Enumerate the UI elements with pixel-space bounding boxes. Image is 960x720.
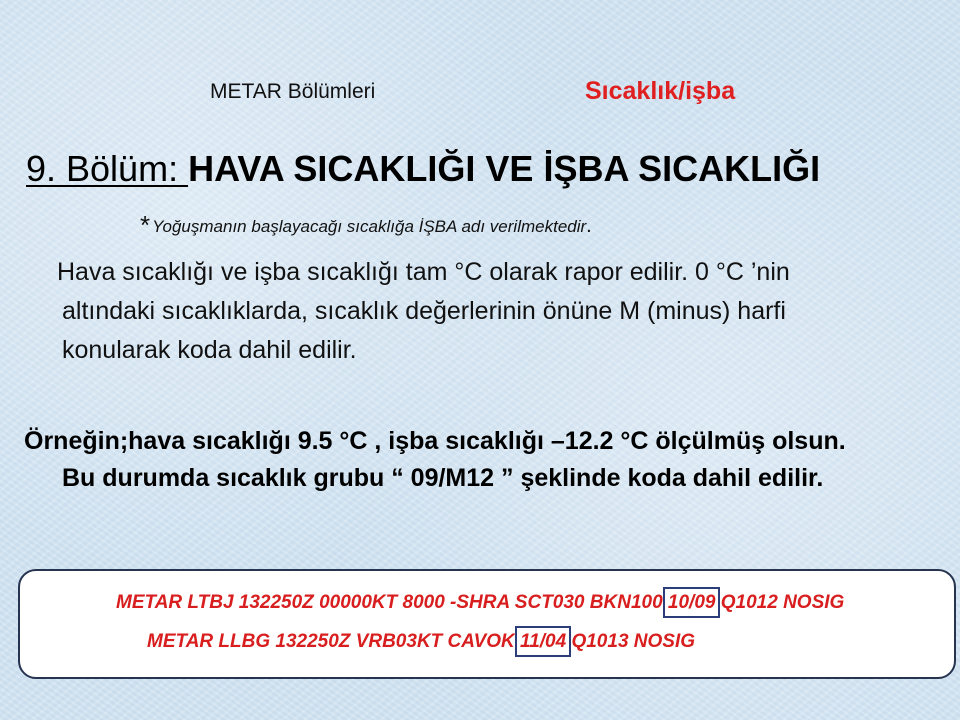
metar-example-llbg bbox=[147, 631, 695, 653]
footnote-end: . bbox=[586, 215, 592, 237]
section-label: METAR Bölümleri bbox=[210, 80, 376, 103]
example-line-1: Örneğin;hava sıcaklığı 9.5 °C , işba sıcaklığı –12.2 °C ölçülmüş olsun. bbox=[24, 427, 846, 455]
paragraph-line-3: konularak koda dahil edilir. bbox=[62, 336, 357, 364]
heading-section-number: 9. Bölüm: bbox=[26, 148, 189, 189]
example-line-2: Bu durumda sıcaklık grubu “ 09/M12 ” şeklinde koda dahil edilir. bbox=[62, 464, 824, 492]
heading-title: HAVA SICAKLIĞI VE İŞBA SICAKLIĞI bbox=[188, 148, 821, 189]
temperature-group-highlight: 10/09 bbox=[667, 592, 716, 613]
footnote-marker: * bbox=[140, 210, 151, 240]
topic-label: Sıcaklık/işba bbox=[585, 77, 736, 105]
dewpoint-footnote bbox=[140, 210, 592, 241]
footnote-text: Yoğuşmanın başlayacağı sıcaklığa İŞBA adı verilmektedir bbox=[152, 217, 587, 236]
metar-example-panel bbox=[18, 569, 956, 679]
temperature-group-highlight: 11/04 bbox=[520, 631, 567, 652]
slide-heading bbox=[26, 148, 820, 190]
metar-text-after: Q1012 NOSIG bbox=[715, 592, 845, 613]
metar-text-before: METAR LTBJ 132250Z 00000KT 8000 -SHRA SCT030 BKN100 bbox=[116, 592, 668, 613]
paragraph-line-2: altındaki sıcaklıklarda, sıcaklık değerlerinin önüne M (minus) harfi bbox=[62, 297, 786, 325]
paragraph-line-1: Hava sıcaklığı ve işba sıcaklığı tam °C olarak rapor edilir. 0 °C ’nin bbox=[57, 258, 790, 286]
metar-text-before: METAR LLBG 132250Z VRB03KT CAVOK bbox=[147, 631, 521, 652]
metar-text-after: Q1013 NOSIG bbox=[566, 631, 696, 652]
metar-example-ltbj bbox=[116, 592, 844, 614]
